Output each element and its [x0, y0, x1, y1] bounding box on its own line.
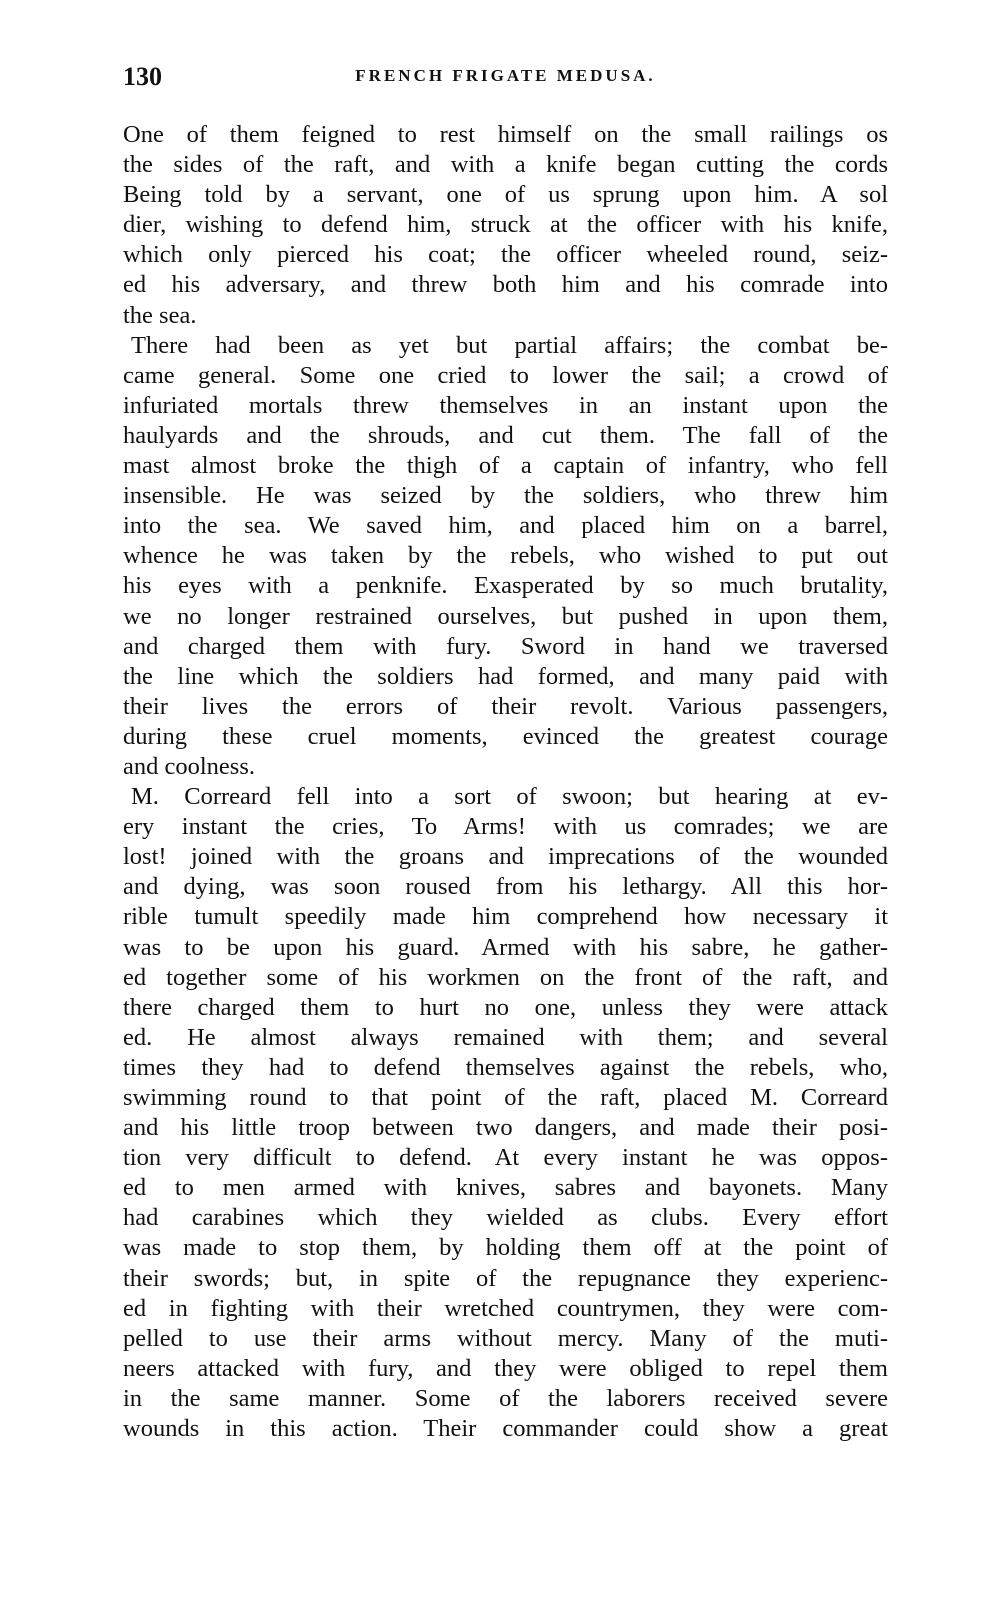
text-line: M. Correard fell into a sort of swoon; but hearing at ev- [131, 783, 888, 811]
text-line: and dying, was soon roused from his lethargy. All this hor- [123, 873, 888, 901]
text-line: infuriated mortals threw themselves in an instant upon the [123, 391, 888, 419]
text-line: which only pierced his coat; the officer wheeled round, seiz- [123, 241, 888, 269]
text-line: neers attacked with fury, and they were obliged to repel them [123, 1354, 888, 1382]
text-line: during these cruel moments, evinced the greatest courage [123, 722, 888, 750]
text-line: in the same manner. Some of the laborers received severe [123, 1384, 888, 1412]
text-line: we no longer restrained ourselves, but pushed in upon them, [123, 602, 888, 630]
running-header [123, 62, 888, 92]
text-line: pelled to use their arms without mercy. Many of the muti- [123, 1324, 888, 1352]
page-number: 130 [123, 62, 162, 91]
text-line: the line which the soldiers had formed, and many paid with [123, 662, 888, 690]
text-line: Being told by a servant, one of us sprung upon him. A sol [123, 181, 888, 209]
text-line: had carabines which they wielded as clubs. Every effort [123, 1204, 888, 1232]
text-line: was to be upon his guard. Armed with his sabre, he gather- [123, 933, 888, 961]
text-line: wounds in this action. Their commander could show a great [123, 1415, 888, 1443]
text-line: ery instant the cries, To Arms! with us comrades; we are [123, 813, 888, 841]
text-line: ed together some of his workmen on the front of the raft, and [123, 963, 888, 991]
text-line: dier, wishing to defend him, struck at the officer with his knife, [123, 211, 888, 239]
text-line: times they had to defend themselves against the rebels, who, [123, 1053, 888, 1081]
text-line: ed in fighting with their wretched countrymen, they were com- [123, 1294, 888, 1322]
text-line: ed his adversary, and threw both him and his comrade into [123, 271, 888, 299]
text-line: his eyes with a penknife. Exasperated by so much brutality, [123, 572, 888, 600]
page-body-text [123, 120, 888, 1444]
text-line: ed to men armed with knives, sabres and bayonets. Many [123, 1174, 888, 1202]
text-line: lost! joined with the groans and imprecations of the wounded [123, 843, 888, 871]
text-line: was made to stop them, by holding them off at the point of [123, 1234, 888, 1262]
text-line: the sides of the raft, and with a knife began cutting the cords [123, 151, 888, 179]
text-line: insensible. He was seized by the soldiers, who threw him [123, 482, 888, 510]
text-line: rible tumult speedily made him comprehend how necessary it [123, 903, 888, 931]
text-line: One of them feigned to rest himself on the small railings os [123, 121, 888, 148]
text-line: the sea. [123, 301, 197, 329]
text-line: swimming round to that point of the raft, placed M. Correard [123, 1084, 888, 1111]
text-line: There had been as yet but partial affairs; the combat be- [131, 331, 888, 359]
text-line: ed. He almost always remained with them; and several [123, 1023, 888, 1051]
text-line: came general. Some one cried to lower the sail; a crowd of [123, 361, 888, 389]
text-line: their swords; but, in spite of the repugnance they experienc- [123, 1264, 888, 1292]
text-line: whence he was taken by the rebels, who wished to put out [123, 542, 888, 570]
text-line: there charged them to hurt no one, unless they were attack [123, 993, 888, 1021]
text-line: their lives the errors of their revolt. Various passengers, [123, 692, 888, 720]
text-line: tion very difficult to defend. At every instant he was oppos- [123, 1144, 888, 1172]
text-line: and coolness. [123, 752, 255, 780]
text-line: and his little troop between two dangers, and made their posi- [123, 1114, 888, 1142]
text-line: into the sea. We saved him, and placed him on a barrel, [123, 512, 888, 540]
text-line: and charged them with fury. Sword in hand we traversed [123, 632, 888, 660]
text-line: haulyards and the shrouds, and cut them. The fall of the [123, 421, 888, 449]
text-line: mast almost broke the thigh of a captain of infantry, who fell [123, 452, 888, 480]
running-title: FRENCH FRIGATE MEDUSA. [355, 66, 656, 85]
